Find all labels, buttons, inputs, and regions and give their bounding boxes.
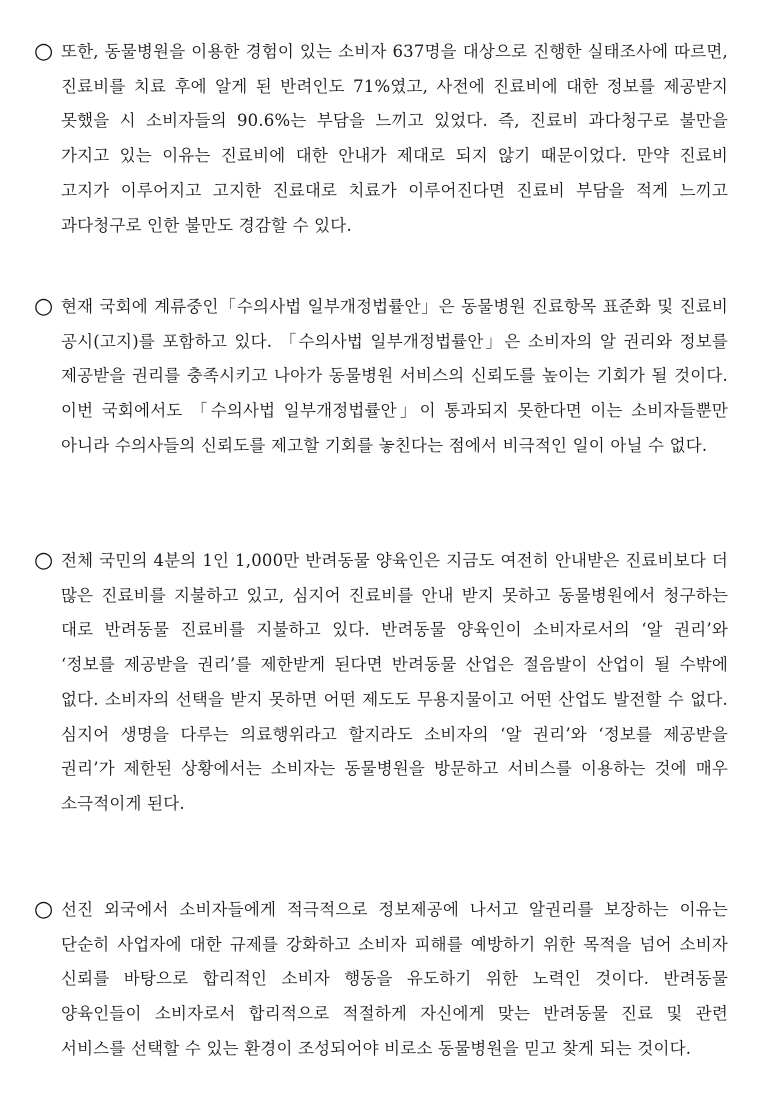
circle-bullet-icon: ○ xyxy=(34,548,54,573)
paragraph-text: 현재 국회에 계류중인「수의사법 일부개정법률안」은 동물병원 진료항목 표준화 및 진료비 공시(고지)를 포함하고 있다. 「수의사법 일부개정법률안」은 소비자의 알 권리와 정보를 제공받을 권리를 충족시키고 나아가 동물병원 서비스의 신뢰도를 높이는 기회가 될 것이다. 이번 국회에서도 「수의사법 일부개정법률안」이 통과되지 못한다면 이는 소비자들뿐만 아니라 수의사들의 신뢰도를 제고할 기회를 놓친다는 점에서 비극적인 일이 아닐 수 없다. xyxy=(61,297,728,455)
paragraph-cost-survey xyxy=(34,35,728,243)
paragraph-veterinary-act-bill xyxy=(34,290,728,464)
paragraph-foreign-practice xyxy=(34,893,728,1067)
circle-bullet-icon: ○ xyxy=(34,897,54,922)
paragraph-text: 선진 외국에서 소비자들에게 적극적으로 정보제공에 나서고 알권리를 보장하는 이유는 단순히 사업자에 대한 규제를 강화하고 소비자 피해를 예방하기 위한 목적을 넘어 소비자 신뢰를 바탕으로 합리적인 소비자 행동을 유도하기 위한 노력인 것이다. 반려동물 양육인들이 소비자로서 합리적으로 적절하게 자신에게 맞는 반려동물 진료 및 관련 서비스를 선택할 수 있는 환경이 조성되어야 비로소 동물병원을 믿고 찾게 되는 것이다. xyxy=(61,900,728,1058)
paragraph-text: 전체 국민의 4분의 1인 1,000만 반려동물 양육인은 지금도 여전히 안내받은 진료비보다 더 많은 진료비를 지불하고 있고, 심지어 진료비를 안내 받지 못하고 동물병원에서 청구하는 대로 반려동물 진료비를 지불하고 있다. 반려동물 양육인이 소비자로서의 ‘알 권리’와 ‘정보를 제공받을 권리’를 제한받게 된다면 반려동물 산업은 절음발이 산업이 될 수밖에 없다. 소비자의 선택을 받지 못하면 어떤 제도도 무용지물이고 어떤 산업도 발전할 수 없다. 심지어 생명을 다루는 의료행위라고 할지라도 소비자의 ‘알 권리’와 ‘정보를 제공받을 권리’가 제한된 상황에서는 소비자는 동물병원을 방문하고 서비스를 이용하는 것에 매우 소극적이게 된다. xyxy=(61,551,728,813)
circle-bullet-icon: ○ xyxy=(34,39,54,64)
circle-bullet-icon: ○ xyxy=(34,294,54,319)
paragraph-text: 또한, 동물병원을 이용한 경험이 있는 소비자 637명을 대상으로 진행한 실태조사에 따르면, 진료비를 치료 후에 알게 된 반려인도 71%였고, 사전에 진료비에 대한 정보를 제공받지 못했을 시 소비자들의 90.6%는 부담을 느끼고 있었다. 즉, 진료비 과다청구로 불만을 가지고 있는 이유는 진료비에 대한 안내가 제대로 되지 않기 때문이었다. 만약 진료비 고지가 이루어지고 고지한 진료대로 치료가 이루어진다면 진료비 부담을 적게 느끼고 과다청구로 인한 불만도 경감할 수 있다. xyxy=(61,42,728,235)
paragraph-consumer-rights xyxy=(34,544,728,822)
